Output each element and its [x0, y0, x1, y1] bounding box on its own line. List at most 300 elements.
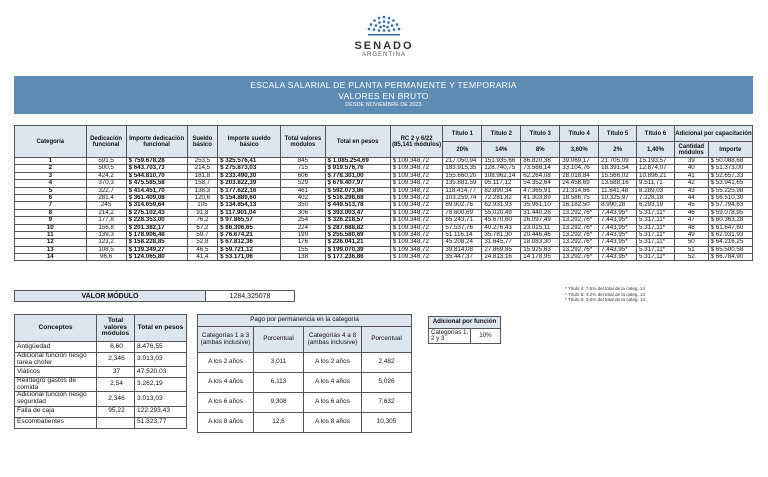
- conceptos-cell: Falla de caja: [15, 406, 97, 417]
- scale-cell: $ 759.678,28: [126, 158, 187, 165]
- scale-cell: 105: [187, 202, 218, 209]
- scale-cell: 8.990,28: [599, 202, 637, 209]
- permanencia-table: [197, 314, 412, 433]
- scale-cell: 47: [674, 217, 708, 224]
- scale-cell: 23.015,11: [521, 224, 560, 231]
- scale-cell: 139,3: [86, 231, 126, 238]
- scale-row: [15, 209, 753, 216]
- scale-cell: 12.874,07: [637, 165, 675, 172]
- permanencia-cell: 10,305: [362, 413, 412, 433]
- permanencia-cell: A los 4 años: [198, 373, 254, 393]
- scale-cell: 123,2: [86, 239, 126, 246]
- header-categoria: Categoría: [15, 126, 87, 158]
- scale-cell: 214,5: [187, 165, 218, 172]
- scale-cell: 67,2: [187, 224, 218, 231]
- scale-cell: 199: [281, 231, 325, 238]
- scale-cell: 7.443,95*: [599, 246, 637, 253]
- scale-cell: 5.317,11*: [637, 224, 675, 231]
- permanencia-header: Categorías 4 a 8 (ambas inclusive): [304, 327, 362, 353]
- scale-cell: 13.292,76*: [560, 224, 599, 231]
- scale-row: [15, 165, 753, 172]
- scale-cell: $ 679.407,97: [325, 180, 390, 187]
- permanencia-cell: A los 4 años: [304, 373, 362, 393]
- scale-cell: 13.292,76*: [560, 231, 599, 238]
- scale-cell: 13.292,76*: [560, 217, 599, 224]
- scale-cell: 52,8: [187, 239, 218, 246]
- conceptos-table: [14, 314, 187, 429]
- scale-cell: 44: [674, 194, 708, 201]
- scale-cell: 151.935,66: [482, 158, 521, 165]
- conceptos-row: [15, 353, 187, 367]
- scale-cell: 42: [674, 180, 708, 187]
- scale-cell: $ 53.941,65: [708, 180, 752, 187]
- permanencia-cell: A los 8 años: [304, 413, 362, 433]
- scale-cell: $ 52.657,33: [708, 172, 752, 179]
- conceptos-cell: 3.262,19: [135, 378, 187, 392]
- footnote: * Título 4: 7,5% del total de la categ. 14: [565, 286, 646, 291]
- scale-cell: 9: [15, 217, 87, 224]
- scale-cell: 45.670,60: [482, 217, 521, 224]
- scale-cell: 1: [15, 158, 87, 165]
- scale-cell: $ 314.659,64: [126, 202, 187, 209]
- scale-cell: 13.292,76*: [560, 254, 599, 261]
- scale-cell: 5.317,11*: [637, 239, 675, 246]
- conceptos-cell: 51.323,77: [135, 417, 187, 428]
- scale-cell: 7.443,95*: [599, 217, 637, 224]
- scale-cell: 135.881,59: [443, 180, 482, 187]
- scale-cell: $ 449.513,78: [325, 202, 390, 209]
- scale-cell: 43: [674, 187, 708, 194]
- scale-cell: 322,7: [86, 187, 126, 194]
- permanencia-cell: A los 6 años: [198, 393, 254, 413]
- scale-row: [15, 246, 753, 253]
- scale-cell: 10: [15, 224, 87, 231]
- scale-cell: $ 199.070,39: [325, 246, 390, 253]
- scale-cell: $ 109.348,72: [390, 172, 443, 179]
- scale-cell: 155.660,20: [443, 172, 482, 179]
- scale-cell: 11: [15, 231, 87, 238]
- scale-cell: $ 97.865,57: [218, 217, 281, 224]
- header-importe-sueldo: Importe sueldo básico: [218, 126, 281, 158]
- scale-cell: $ 56.510,30: [708, 194, 752, 201]
- funcion-table: [428, 316, 501, 344]
- scale-cell: $ 326.218,57: [325, 217, 390, 224]
- scale-cell: $ 201.382,17: [126, 224, 187, 231]
- scale-cell: $ 109.348,72: [390, 254, 443, 261]
- scale-cell: 27.869,85: [482, 246, 521, 253]
- scale-cell: 281,4: [86, 194, 126, 201]
- scale-cell: $ 109.348,72: [390, 224, 443, 231]
- scale-cell: 350: [281, 202, 325, 209]
- scale-cell: $ 154.889,60: [218, 194, 281, 201]
- header-pct-6: 1,40%: [637, 142, 675, 158]
- scale-cell: 49: [674, 231, 708, 238]
- scale-cell: 128.740,75: [482, 165, 521, 172]
- scale-cell: $ 393.003,47: [325, 209, 390, 216]
- scale-cell: 35.447,37: [443, 254, 482, 261]
- scale-cell: 62.264,08: [521, 172, 560, 179]
- scale-cell: 245: [86, 202, 126, 209]
- conceptos-body: [15, 342, 187, 429]
- scale-cell: $ 592.073,86: [325, 187, 390, 194]
- scale-cell: $ 65.500,58: [708, 246, 752, 253]
- scale-cell: 24.813,16: [482, 254, 521, 261]
- scale-cell: $ 228.353,00: [126, 217, 187, 224]
- scale-cell: $ 287.688,82: [325, 224, 390, 231]
- scale-row: [15, 172, 753, 179]
- scale-cell: 156,8: [86, 224, 126, 231]
- permanencia-row: [198, 413, 412, 433]
- conceptos-cell: 2,346: [97, 392, 135, 406]
- conceptos-cell: Viáticos: [15, 367, 97, 378]
- scale-cell: $ 55.225,98: [708, 187, 752, 194]
- permanencia-cell: 7,632: [362, 393, 412, 413]
- scale-cell: 183.915,35: [443, 165, 482, 172]
- scale-cell: 13.292,76*: [560, 209, 599, 216]
- conceptos-header: Conceptos: [15, 315, 97, 342]
- scale-cell: 529: [281, 180, 325, 187]
- conceptos-cell: 95,22: [97, 406, 135, 417]
- scale-cell: 39.814,08: [443, 246, 482, 253]
- scale-cell: 6.293,19: [637, 202, 675, 209]
- scale-cell: 715: [281, 165, 325, 172]
- scale-cell: 5.317,11*: [637, 246, 675, 253]
- salary-scale-body: [15, 158, 753, 261]
- scale-cell: 217.050,94: [443, 158, 482, 165]
- scale-cell: $ 325.576,41: [218, 158, 281, 165]
- scale-cell: 14: [15, 254, 87, 261]
- scale-cell: 402: [281, 194, 325, 201]
- scale-cell: $ 109.348,72: [390, 231, 443, 238]
- scale-cell: 96,6: [86, 254, 126, 261]
- scale-cell: 21.705,09: [599, 158, 637, 165]
- scale-cell: $ 177.236,86: [325, 254, 390, 261]
- scale-cell: 26.097,49: [521, 217, 560, 224]
- scale-cell: 138,3: [187, 187, 218, 194]
- scale-cell: 45: [674, 202, 708, 209]
- permanencia-cell: 2,482: [362, 353, 412, 373]
- conceptos-header: Total valores módulos: [97, 315, 135, 342]
- conceptos-cell: 3.013,03: [135, 353, 187, 367]
- scale-cell: $ 53.171,06: [218, 254, 281, 261]
- scale-row: [15, 254, 753, 261]
- conceptos-cell: Adicional función riesgo tarea chofer: [15, 353, 97, 367]
- scale-cell: 10.896,21: [637, 172, 675, 179]
- permanencia-cell: 12,6: [254, 413, 304, 433]
- scale-cell: 118.414,77: [443, 187, 482, 194]
- scale-cell: 845: [281, 158, 325, 165]
- permanencia-body: [198, 353, 412, 433]
- scale-cell: 10.325,97: [599, 194, 637, 201]
- scale-cell: 15.193,57: [637, 158, 675, 165]
- scale-cell: $ 59.721,12: [218, 246, 281, 253]
- scale-cell: $ 275.873,03: [218, 165, 281, 172]
- org-subname: ARGENTINA: [361, 52, 406, 58]
- scale-cell: 108.962,14: [482, 172, 521, 179]
- scale-cell: 15.566,02: [599, 172, 637, 179]
- scale-cell: 16.182,50: [560, 202, 599, 209]
- scale-cell: 120,6: [187, 194, 218, 201]
- permanencia-row: [198, 353, 412, 373]
- scale-cell: 65.243,71: [443, 217, 482, 224]
- conceptos-cell: 3.013,03: [135, 392, 187, 406]
- scale-cell: 306: [281, 209, 325, 216]
- scale-cell: $ 117.901,04: [218, 209, 281, 216]
- conceptos-cell: 47.520,03: [135, 367, 187, 378]
- scale-cell: 76,2: [187, 217, 218, 224]
- scale-cell: $ 275.102,43: [126, 209, 187, 216]
- scale-cell: 6: [15, 194, 87, 201]
- scale-cell: $ 361.409,08: [126, 194, 187, 201]
- scale-cell: 47.365,91: [521, 187, 560, 194]
- scale-cell: $ 51.373,00: [708, 165, 752, 172]
- scale-cell: 253,5: [187, 158, 218, 165]
- scale-cell: 5.317,11*: [637, 254, 675, 261]
- scale-cell: 18.083,30: [521, 239, 560, 246]
- scale-cell: 82.890,34: [482, 187, 521, 194]
- scale-cell: $ 139.349,27: [126, 246, 187, 253]
- scale-cell: 5.317,11*: [637, 209, 675, 216]
- scale-cell: 33.104,76: [560, 165, 599, 172]
- permanencia-cell: 9,308: [254, 393, 304, 413]
- footnotes: [565, 286, 645, 303]
- scale-cell: $ 60.363,28: [708, 217, 752, 224]
- scale-cell: 46: [674, 209, 708, 216]
- scale-cell: 224: [281, 224, 325, 231]
- scale-cell: 41,4: [187, 254, 218, 261]
- conceptos-row: [15, 367, 187, 378]
- scale-cell: 155: [281, 246, 325, 253]
- senado-emblem-icon: [362, 14, 406, 40]
- conceptos-row: [15, 417, 187, 428]
- scale-cell: 7.443,95*: [599, 239, 637, 246]
- scale-cell: 461: [281, 187, 325, 194]
- scale-cell: 45.208,24: [443, 239, 482, 246]
- scale-cell: $ 109.348,72: [390, 158, 443, 165]
- conceptos-cell: 2,54: [97, 378, 135, 392]
- header-pct-5: 2%: [599, 142, 637, 158]
- header-rc: RC 2 y 6/22 (85,141 módulos): [390, 126, 443, 158]
- scale-cell: 35.961,10: [521, 202, 560, 209]
- conceptos-cell: 2,346: [97, 353, 135, 367]
- scale-cell: $ 86.306,65: [218, 224, 281, 231]
- header-importe-dedicacion: Importe dedicación funcional: [126, 126, 187, 158]
- scale-row: [15, 239, 753, 246]
- title-line-3: DESDE NOVIEMBRE DE 2023: [345, 102, 422, 108]
- scale-cell: $ 109.348,72: [390, 202, 443, 209]
- scale-cell: 9.511,71: [637, 180, 675, 187]
- conceptos-cell: Escombatientes: [15, 417, 97, 428]
- scale-cell: 59,7: [187, 231, 218, 238]
- scale-cell: 41: [674, 172, 708, 179]
- scale-cell: $ 414.451,70: [126, 187, 187, 194]
- conceptos-cell: [97, 417, 135, 428]
- scale-cell: $ 544.810,70: [126, 172, 187, 179]
- modulo-label: VALOR MÓDULO: [15, 291, 206, 302]
- scale-cell: 54.352,64: [521, 180, 560, 187]
- scale-cell: 21.314,66: [560, 187, 599, 194]
- scale-cell: 39: [674, 158, 708, 165]
- scale-cell: 95.117,12: [482, 180, 521, 187]
- scale-cell: $ 109.348,72: [390, 180, 443, 187]
- scale-cell: 2: [15, 165, 87, 172]
- conceptos-cell: Adicional función riesgo seguridad: [15, 392, 97, 406]
- scale-cell: 40: [674, 165, 708, 172]
- salary-scale-table: [14, 125, 753, 261]
- scale-cell: 62.931,93: [482, 202, 521, 209]
- org-name: SENADO: [354, 40, 414, 52]
- scale-cell: 55.020,49: [482, 209, 521, 216]
- scale-cell: 103.259,74: [443, 194, 482, 201]
- header-adicional: Adicional por capacitación: [674, 126, 752, 142]
- scale-cell: $ 66.784,90: [708, 254, 752, 261]
- conceptos-row: [15, 378, 187, 392]
- scale-cell: 108,5: [86, 246, 126, 253]
- scale-cell: $ 134.854,13: [218, 202, 281, 209]
- permanencia-cell: 3,011: [254, 353, 304, 373]
- scale-cell: $ 57.794,63: [708, 202, 752, 209]
- scale-cell: $ 919.576,76: [325, 165, 390, 172]
- scale-cell: $ 158.228,85: [126, 239, 187, 246]
- scale-cell: 41.303,89: [521, 194, 560, 201]
- scale-cell: 31.440,28: [521, 209, 560, 216]
- scale-cell: 18.391,54: [599, 165, 637, 172]
- scale-cell: 4: [15, 180, 87, 187]
- conceptos-cell: Antigüedad: [15, 342, 97, 353]
- scale-cell: 591,5: [86, 158, 126, 165]
- header-dedicacion: Dedicación funcional: [86, 126, 126, 158]
- scale-cell: 177,8: [86, 217, 126, 224]
- header-total-pesos: Total en pesos: [325, 126, 390, 158]
- header-titulo-3: Título 3: [521, 126, 560, 142]
- scale-cell: 7.228,18: [637, 194, 675, 201]
- scale-cell: 5.317,11*: [637, 217, 675, 224]
- header-cantidad: Cantidad módulos: [674, 142, 708, 158]
- funcion-title: Adicional por función: [429, 317, 501, 329]
- scale-cell: $ 124.065,80: [126, 254, 187, 261]
- scale-row: [15, 187, 753, 194]
- header-pct-1: 20%: [443, 142, 482, 158]
- conceptos-header: Total en pesos: [135, 315, 187, 342]
- conceptos-cell: 6,60: [97, 342, 135, 353]
- scale-cell: 72.281,82: [482, 194, 521, 201]
- scale-cell: $ 475.585,58: [126, 180, 187, 187]
- header-titulo-4: Título 4: [560, 126, 599, 142]
- scale-cell: 46,5: [187, 246, 218, 253]
- scale-cell: 91,8: [187, 209, 218, 216]
- header-pct-4: 3,60%: [560, 142, 599, 158]
- scale-cell: 57.537,76: [443, 224, 482, 231]
- scale-cell: 50: [674, 239, 708, 246]
- permanencia-cell: 6,113: [254, 373, 304, 393]
- permanencia-cell: A los 8 años: [198, 413, 254, 433]
- scale-cell: 40.276,43: [482, 224, 521, 231]
- conceptos-row: [15, 342, 187, 353]
- scale-cell: 35.781,30: [482, 231, 521, 238]
- scale-cell: 500,5: [86, 165, 126, 172]
- scale-cell: $ 109.348,72: [390, 165, 443, 172]
- scale-cell: 14.178,95: [521, 254, 560, 261]
- scale-cell: $ 255.580,69: [325, 231, 390, 238]
- scale-cell: 7.443,95*: [599, 254, 637, 261]
- scale-row: [15, 224, 753, 231]
- permanencia-title: Pago por permanencia en la categoría: [198, 315, 412, 327]
- scale-row: [15, 202, 753, 209]
- scale-cell: $ 109.348,72: [390, 187, 443, 194]
- scale-cell: $ 59.078,95: [708, 209, 752, 216]
- scale-cell: 606: [281, 172, 325, 179]
- scale-cell: 31.645,77: [482, 239, 521, 246]
- title-banner: [14, 76, 753, 114]
- scale-cell: 7: [15, 202, 87, 209]
- scale-cell: 424,2: [86, 172, 126, 179]
- scale-cell: 20.446,46: [521, 231, 560, 238]
- scale-cell: $ 67.812,36: [218, 239, 281, 246]
- scale-cell: 7.443,95*: [599, 209, 637, 216]
- permanencia-cell: A los 6 años: [304, 393, 362, 413]
- scale-cell: 48: [674, 224, 708, 231]
- scale-cell: 13.292,76*: [560, 246, 599, 253]
- header-importe: Importe: [708, 142, 752, 158]
- conceptos-cell: Reintegro gastos de comida: [15, 378, 97, 392]
- scale-cell: $ 643.703,73: [126, 165, 187, 172]
- scale-row: [15, 217, 753, 224]
- scale-cell: 370,3: [86, 180, 126, 187]
- title-line-2: VALORES EN BRUTO: [338, 91, 429, 101]
- conceptos-cell: 37: [97, 367, 135, 378]
- scale-cell: 15.925,63: [521, 246, 560, 253]
- scale-cell: $ 50.088,68: [708, 158, 752, 165]
- scale-cell: 24.458,69: [560, 180, 599, 187]
- header-total-valores: Total valores módulos: [281, 126, 325, 158]
- footnote: * Título 5: 4,2% del total de la categ. 14: [565, 291, 646, 297]
- scale-cell: 39.069,17: [560, 158, 599, 165]
- modulo-value: 1284,325078: [206, 291, 295, 302]
- scale-cell: 8: [15, 209, 87, 216]
- scale-row: [15, 158, 753, 165]
- scale-cell: 5: [15, 187, 87, 194]
- header-titulo-2: Título 2: [482, 126, 521, 142]
- scale-cell: 181,8: [187, 172, 218, 179]
- scale-cell: 51: [674, 246, 708, 253]
- permanencia-header: Porcentual: [362, 327, 412, 353]
- scale-cell: 13.588,16: [599, 180, 637, 187]
- scale-cell: 86.820,38: [521, 158, 560, 165]
- scale-cell: $ 64.216,25: [708, 239, 752, 246]
- scale-cell: 13: [15, 246, 87, 253]
- scale-cell: $ 62.931,93: [708, 231, 752, 238]
- permanencia-cell: A los 2 años: [198, 353, 254, 373]
- scale-cell: $ 109.348,72: [390, 217, 443, 224]
- footnote: * Título 6: 3,0% del total de la categ. 14: [565, 297, 646, 303]
- scale-cell: $ 226.041,21: [325, 239, 390, 246]
- title-line-1: ESCALA SALARIAL DE PLANTA PERMANENTE Y TEMPORARIA: [250, 80, 517, 90]
- permanencia-row: [198, 393, 412, 413]
- funcion-value: 10%: [471, 329, 501, 344]
- permanencia-header: Categorías 1 a 3 (ambas inclusive): [198, 327, 254, 353]
- scale-cell: $ 778.301,00: [325, 172, 390, 179]
- scale-cell: $ 109.348,72: [390, 194, 443, 201]
- scale-cell: 8.289,03: [637, 187, 675, 194]
- header-titulo-5: Título 5: [599, 126, 637, 142]
- conceptos-row: [15, 392, 187, 406]
- scale-cell: 7.443,95*: [599, 231, 637, 238]
- scale-cell: $ 109.348,72: [390, 246, 443, 253]
- scale-cell: $ 1.085.254,69: [325, 158, 390, 165]
- modulo-value-table: [14, 290, 295, 302]
- header-sueldo: Sueldo básico: [187, 126, 218, 158]
- scale-cell: 5.317,11*: [637, 231, 675, 238]
